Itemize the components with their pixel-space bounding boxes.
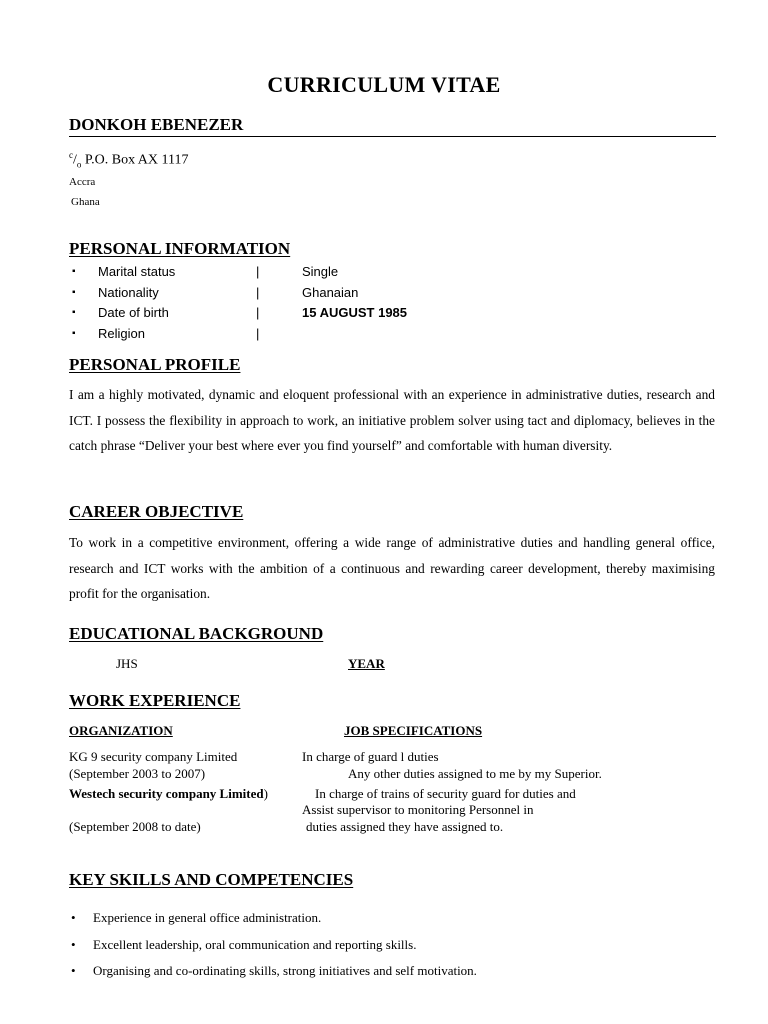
cv-title: CURRICULUM VITAE xyxy=(267,72,501,97)
job-westech-line1: In charge of trains of security guard for duties and xyxy=(315,786,576,801)
pi-bullet-nationality: ▪ xyxy=(72,287,76,298)
care-of-c: c xyxy=(69,150,73,160)
address-country: Ghana xyxy=(71,196,100,208)
skill-bullet: • xyxy=(71,910,76,925)
heading-key-skills: KEY SKILLS AND COMPETENCIES xyxy=(69,870,354,889)
personal-profile-text: I am a highly motivated, dynamic and eloquent professional with an experience in administrative duties, research and ICT. I possess the flexibility in approach to work, an initiative problem solver using tact and diplomacy, believes in the catch phrase “Deliver your best where ever you find yourself” and comfortable with human diversity. xyxy=(69,387,715,453)
pi-label-religion: Religion xyxy=(98,326,145,341)
career-objective-text: To work in a competitive environment, offering a wide range of administrative duties and handling general office, research and ICT works with the ambition of a continuous and rewarding career development, thereby maximising profit for the organisation. xyxy=(69,535,715,601)
address-line-box: $^c/_o$ P.O. Box AX 1117 xyxy=(69,150,189,170)
job-westech-line3: duties assigned they have assigned to. xyxy=(306,819,504,834)
pi-separator: | xyxy=(256,285,260,300)
care-of-o: o xyxy=(76,159,82,170)
col-organization: ORGANIZATION xyxy=(69,723,173,738)
pi-label-nationality: Nationality xyxy=(98,285,159,300)
pi-label-date-of-birth: Date of birth xyxy=(98,305,169,320)
pi-separator: | xyxy=(256,326,260,341)
heading-personal-profile: PERSONAL PROFILE xyxy=(69,355,241,374)
pi-separator: | xyxy=(256,305,260,320)
job-westech-line2: Assist supervisor to monitoring Personnel in xyxy=(302,802,534,817)
skill-item: Excellent leadership, oral communication and reporting skills. xyxy=(93,937,417,952)
heading-educational-background: EDUCATIONAL BACKGROUND xyxy=(69,624,324,643)
name-divider xyxy=(69,136,716,137)
heading-work-experience: WORK EXPERIENCE xyxy=(69,691,241,710)
pi-value-marital-status: Single xyxy=(302,264,339,279)
skill-item: Experience in general office administration. xyxy=(93,910,322,925)
skill-bullet: • xyxy=(71,937,76,952)
pi-value-date-of-birth: 15 AUGUST 1985 xyxy=(302,305,408,320)
edu-school: JHS xyxy=(116,656,138,671)
skill-bullet: • xyxy=(71,963,76,978)
pi-label-marital-status: Marital status xyxy=(98,264,176,279)
org-westech-dates: (September 2008 to date) xyxy=(69,819,201,834)
job-kg9-line1: In charge of guard l duties xyxy=(302,749,439,764)
org-kg9: KG 9 security company Limited xyxy=(69,749,238,764)
heading-personal-information: PERSONAL INFORMATION xyxy=(69,239,291,258)
pi-value-nationality: Ghanaian xyxy=(302,285,359,300)
address-city: Accra xyxy=(69,176,96,188)
pi-bullet-dob: ▪ xyxy=(72,307,76,318)
org-kg9-dates: (September 2003 to 2007) xyxy=(69,766,206,781)
pi-bullet-religion: ▪ xyxy=(72,328,76,339)
col-job-specifications: JOB SPECIFICATIONS xyxy=(344,723,483,738)
org-westech-paren: ) xyxy=(263,786,268,801)
heading-career-objective: CAREER OBJECTIVE xyxy=(69,502,244,521)
org-westech xyxy=(69,786,268,802)
candidate-name: DONKOH EBENEZER xyxy=(69,115,244,134)
skill-item: Organising and co-ordinating skills, strong initiatives and self motivation. xyxy=(93,963,477,978)
pi-separator: | xyxy=(256,264,260,279)
pi-bullet-marital: ▪ xyxy=(72,266,76,277)
po-box: P.O. Box AX 1117 xyxy=(84,152,189,168)
edu-year-label: YEAR xyxy=(348,656,385,671)
job-kg9-line2: Any other duties assigned to me by my Superior. xyxy=(348,766,602,781)
org-westech-name: Westech security company Limited xyxy=(69,786,264,801)
